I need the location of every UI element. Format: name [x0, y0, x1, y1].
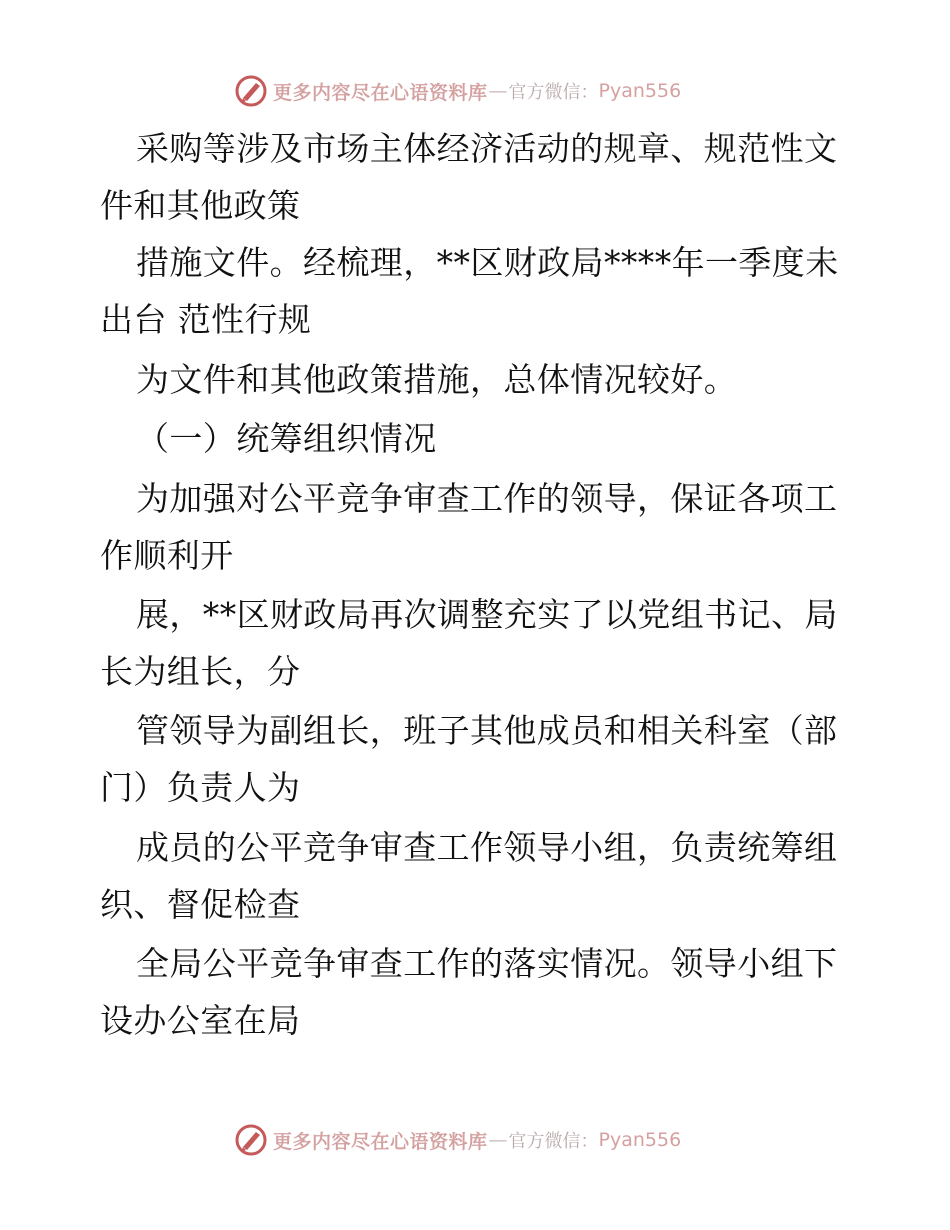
pen-logo-icon: [234, 74, 268, 108]
body-line: 为加强对公平竞争审查工作的领导，保证各项工: [136, 479, 838, 518]
footer-watermark: [234, 1123, 681, 1157]
body-line: 措施文件。经梳理，**区财政局****年一季度未: [136, 243, 839, 282]
watermark-dash: —: [488, 1129, 508, 1151]
body-line: 设办公室在局: [100, 1001, 301, 1040]
watermark-title: 更多内容尽在心语资料库: [273, 1130, 488, 1153]
body-line: 作顺利开: [100, 536, 234, 575]
body-line: 管领导为副组长，班子其他成员和相关科室（部: [136, 711, 838, 750]
body-line: 全局公平竞争审查工作的落实情况。领导小组下: [136, 944, 838, 983]
body-line: 成员的公平竞争审查工作领导小组，负责统筹组: [136, 828, 838, 867]
watermark-wechat-id: Pyan556: [598, 80, 682, 102]
watermark-label: 官方微信：: [508, 82, 599, 103]
watermark-title: 更多内容尽在心语资料库: [273, 81, 488, 104]
watermark-wechat-id: Pyan556: [598, 1129, 682, 1151]
pen-logo-icon: [234, 1123, 268, 1157]
watermark-label: 官方微信：: [508, 1131, 599, 1152]
body-line: 门）负责人为: [100, 768, 301, 807]
body-line: 采购等涉及市场主体经济活动的规章、规范性文: [136, 129, 838, 168]
body-line: 出台 范性行规: [100, 300, 312, 339]
body-line: 为文件和其他政策措施，总体情况较好。: [136, 360, 738, 399]
body-line: 织、督促检查: [100, 885, 301, 924]
section-heading: （一）统筹组织情况: [136, 419, 437, 458]
header-watermark: [234, 74, 681, 108]
body-line: 展，**区财政局再次调整充实了以党组书记、局: [136, 595, 838, 634]
watermark-dash: —: [488, 80, 508, 102]
body-line: 件和其他政策: [100, 186, 301, 225]
body-line: 长为组长，分: [100, 652, 301, 691]
